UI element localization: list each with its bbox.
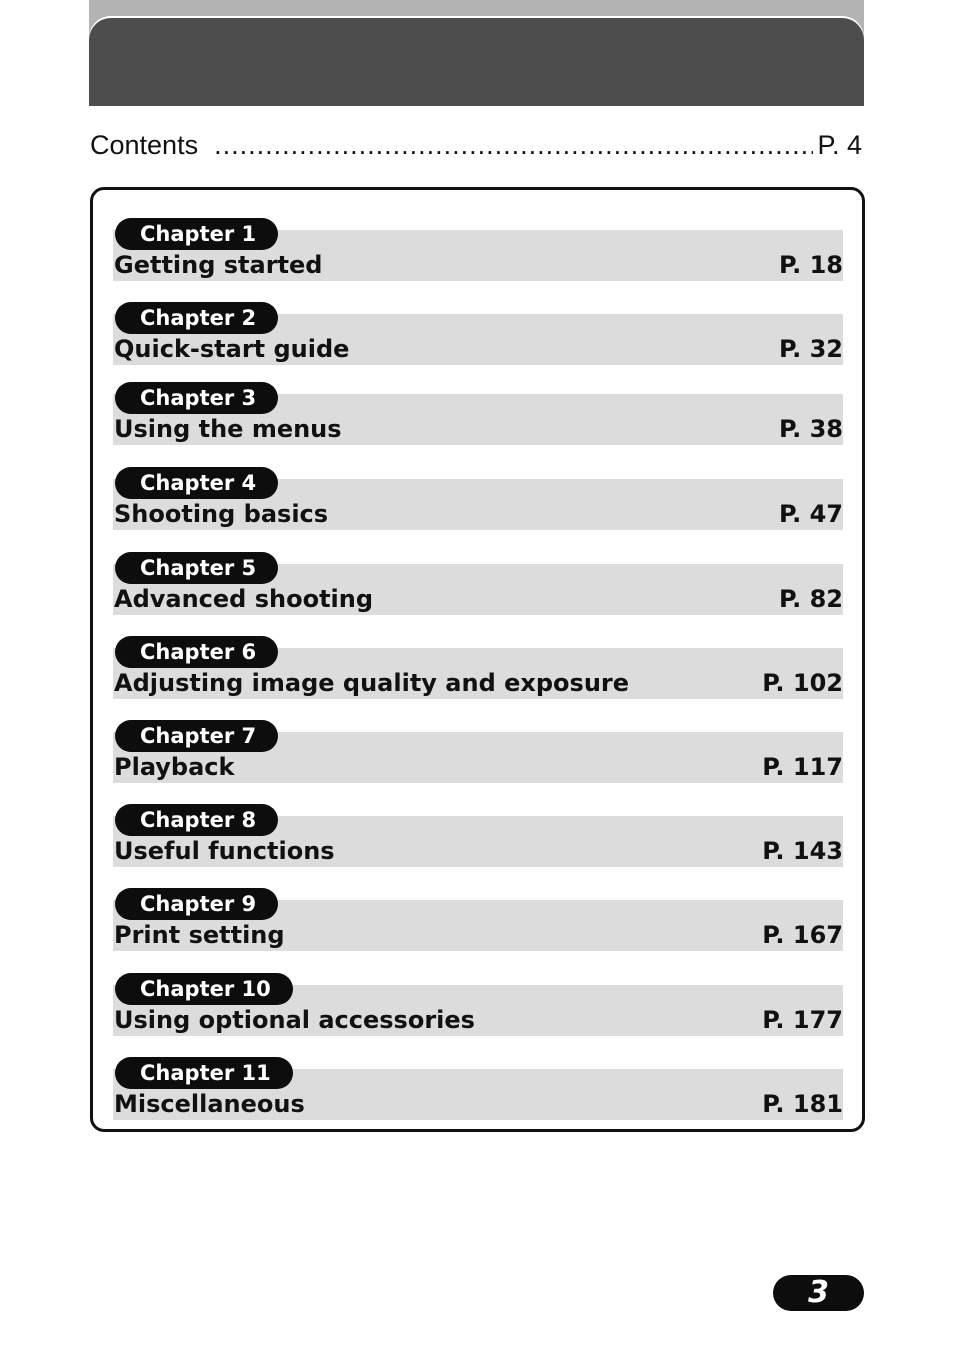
- chapter-badge: Chapter 11: [115, 1057, 293, 1089]
- contents-label: Contents: [90, 130, 199, 160]
- chapter-badge: Chapter 1: [115, 218, 278, 250]
- chapter-entry-5[interactable]: [113, 538, 843, 614]
- chapter-title: Adjusting image quality and exposure: [114, 669, 630, 697]
- chapter-badge: Chapter 8: [115, 804, 278, 836]
- chapter-title: Using optional accessories: [114, 1006, 475, 1034]
- chapter-title: Advanced shooting: [114, 585, 374, 613]
- page-number: 3: [773, 1275, 864, 1311]
- chapter-page: P. 143: [762, 837, 843, 865]
- chapter-badge: Chapter 6: [115, 636, 278, 668]
- chapter-page: P. 117: [762, 753, 843, 781]
- chapter-title: Using the menus: [114, 415, 342, 443]
- header-bar: [89, 18, 864, 106]
- chapter-title: Playback: [114, 753, 235, 781]
- contents-entry[interactable]: [90, 130, 862, 166]
- chapter-page: P. 18: [778, 251, 843, 279]
- chapter-entry-7[interactable]: [113, 706, 843, 782]
- chapter-entry-3[interactable]: [113, 368, 843, 444]
- chapter-badge: Chapter 7: [115, 720, 278, 752]
- chapter-title: Print setting: [114, 921, 285, 949]
- chapter-badge: Chapter 10: [115, 973, 293, 1005]
- chapter-page: P. 181: [762, 1090, 843, 1118]
- chapter-title: Miscellaneous: [114, 1090, 305, 1118]
- chapter-badge: Chapter 2: [115, 302, 278, 334]
- chapter-title: Shooting basics: [114, 500, 329, 528]
- chapter-page: P. 38: [778, 415, 843, 443]
- chapter-page: P. 177: [762, 1006, 843, 1034]
- chapter-badge: Chapter 3: [115, 382, 278, 414]
- chapter-badge: Chapter 4: [115, 467, 278, 499]
- chapter-title: Getting started: [114, 251, 323, 279]
- chapter-entry-4[interactable]: [113, 453, 843, 529]
- chapter-title: Quick-start guide: [114, 335, 350, 363]
- chapter-page: P. 47: [778, 500, 843, 528]
- chapter-entry-10[interactable]: [113, 959, 843, 1035]
- chapter-page: P. 102: [762, 669, 843, 697]
- chapter-page: P. 167: [762, 921, 843, 949]
- chapter-badge: Chapter 9: [115, 888, 278, 920]
- chapter-page: P. 82: [778, 585, 843, 613]
- chapter-entry-9[interactable]: [113, 874, 843, 950]
- chapter-badge: Chapter 5: [115, 552, 278, 584]
- contents-page: P. 4: [817, 130, 862, 160]
- chapter-entry-8[interactable]: [113, 790, 843, 866]
- chapter-title: Useful functions: [114, 837, 335, 865]
- chapter-list-box: [90, 187, 865, 1132]
- dot-leader: [214, 130, 813, 161]
- chapter-entry-6[interactable]: [113, 622, 843, 698]
- chapter-entry-2[interactable]: [113, 288, 843, 364]
- chapter-entry-11[interactable]: [113, 1043, 843, 1119]
- chapter-page: P. 32: [778, 335, 843, 363]
- chapter-entry-1[interactable]: [113, 204, 843, 280]
